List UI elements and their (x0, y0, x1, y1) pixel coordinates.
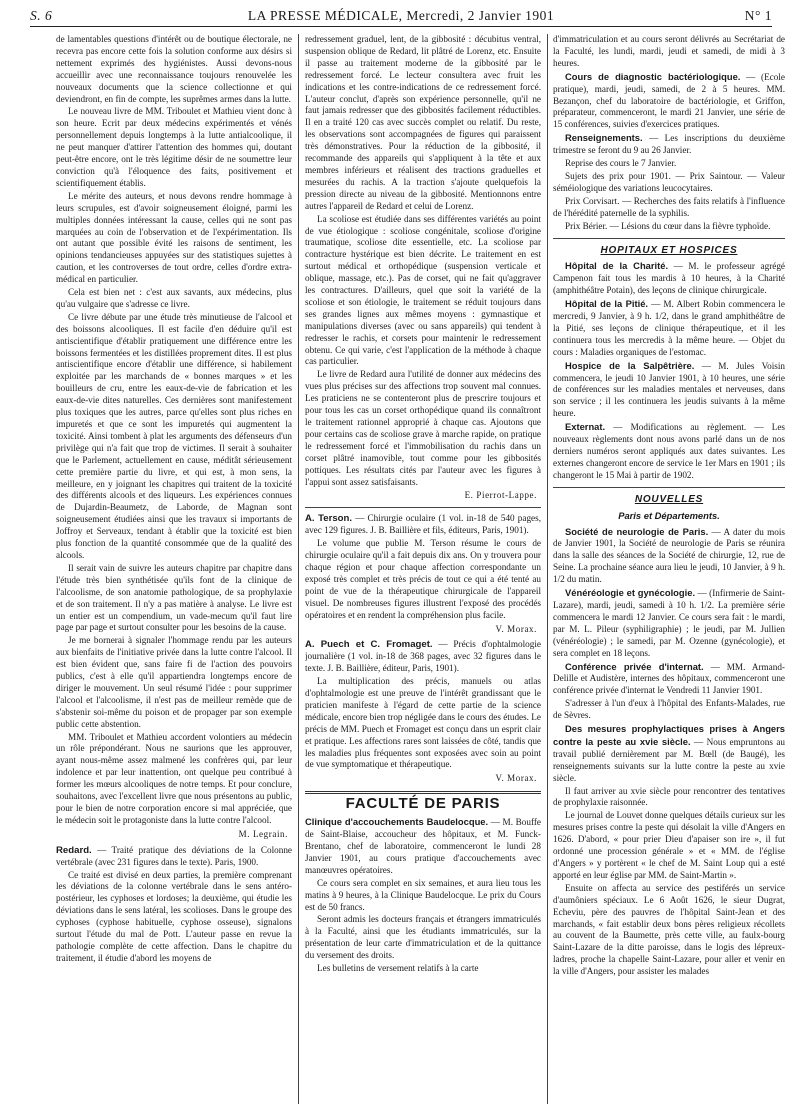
page-number: S. 6 (30, 8, 53, 23)
paragraph: Il serait vain de suivre les auteurs chapitre par chapitre dans l'étude très bien synthétisée qu'ils font de la clinique de l'alcoolisme, de son anatomie pathologique, de sa prophylaxie et de son traitement. Il n'y a pas matière à analyse. Le livre est un entier est un compendium, un vade-mecum qu'il faut lire page par page et surtout consulter pour les besoins de la cause. (56, 562, 292, 633)
section-subtitle: Paris et Départements. (618, 509, 720, 521)
paragraph: Seront admis les docteurs français et étrangers immatriculés à la Faculté, ainsi que les étudiants immatriculés, sur la présentation de leur carte d'immatriculation et de la quittance du versement des droits. (305, 914, 541, 961)
announcement (553, 526, 785, 587)
announcement-text: — M. Bouffe de Saint-Blaise, accoucheur des hôpitaux, et M. Funck-Brentano, chef de laboratoire, commenceront le lundi 28 Janvier 1901, au cours pratique d'accouchements avec manœuvres opératoires. (305, 817, 541, 875)
column-1 (56, 34, 292, 1112)
section-title: NOUVELLES (634, 493, 704, 505)
paragraph: Prix Corvisart. — Recherches des faits relatifs à l'influence de l'hérédité paternelle de la syphilis. (553, 195, 785, 218)
announcement-text: — M. Albert Robin commencera le mercredi, 9 Janvier, à 9 h. 1/2, dans le grand amphithéâtre de la Pitié, ses leçons de clinique thérapeutique, et il les continuera tous les mercredis à la même heure. — Objet du cours : Maladies organiques de l'estomac. (553, 299, 785, 357)
paragraph: redressement graduel, lent, de la gibbosité : décubitus ventral, suspension oblique de Redard, lit plâtré de Lorenz, etc. Ensuite il passe au traitement moderne de la gibbosité par le redressement forcé. Le lecteur consultera avec fruit les indications et les contre-indications de ce redressement forcé. L'auteur conclut, d'après son expérience personnelle, qu'il ne faut jamais redresser que des gibbosités facilement réductibles. Il en a traité 120 cas avec succès complet ou relatif. Du reste, les observations sont accompagnées de figures qui paraissent très démonstratives. Pour la réduction de la gibbosité, il recommande des appareils qui s'appliquent à la tête et aux membres inférieurs et réalisent des tractions graduelles et mesurées du rachis. A la traction s'ajoute quelquefois la pression directe au niveau de la gibbosité. Mentionnons entre autres l'appareil de Redard et celui de Lorenz. (305, 34, 541, 211)
review-author: A. Puech et C. Fromaget. (305, 639, 433, 651)
paragraph: Le mérite des auteurs, et nous devons rendre hommage à leurs scrupules, est d'avoir soigneusement éloigné, parmi les multiples données intéressant la cause, celles qui ne sont pas marquées au coin de l'observation et de l'expérimentation. Ils ont autant que possible évité les raisons de sentiment, les opinions tendancieuses appuyées sur des statistiques sujettes à caution, et les controverses de tout ordre, celles d'ordre extra-médical en particulier. (56, 190, 292, 285)
announcement-heading: Vénéréologie et gynécologie. (565, 587, 696, 599)
divider (553, 238, 785, 239)
announcement-heading: Clinique d'accouchements Baudelocque. (305, 816, 489, 828)
paragraph: Ce traité est divisé en deux parties, la première comprenant les déviations de la colonne vertébrale dans le sens antéro-postérieur, les cyphoses et lordoses; la deuxième, qui étudie les déviations dans le sens latéral, les scolioses. Dans le groupe des cyphoses (cyphose habituelle, cyphose osseuse), signalons surtout l'étude du mal de Pott. L'auteur passe en revue la pathologie complète de cette affection. Dans le chapitre du traitement, il étudie d'abord les moyens de (56, 869, 292, 963)
paragraph: Le volume que publie M. Terson résume le cours de chirurgie oculaire qu'il a fait depuis dix ans. On y trouvera pour chaque région et pour chaque affection correspondante un exposé très complet et très précis de tout ce qui a été tenté au point de vue de la thérapeutique chirurgicale de l'appareil visuel. De nombreuses figures illustrent l'exposé des procédés opératoires et en rendent la compréhension plus facile. (305, 538, 541, 620)
signature: M. Legrain. (238, 828, 288, 839)
announcement (553, 132, 785, 157)
section-title: HOPITAUX ET HOSPICES (600, 244, 738, 256)
paragraph: Prix Bérier. — Lésions du cœur dans la fièvre typhoïde. (565, 220, 771, 231)
announcement-text: — Modifications au règlement. — Les nouveaux règlements dont nous avons parlé dans un de nos derniers numéros seront appliqués aux dates suivantes. Les externes changeront encore de service le 1er Mars en 1901 ; ils changeront le 15 Mai à partir de 1902. (553, 422, 785, 480)
paragraph: Ce cours sera complet en six semaines, et aura lieu tous les matins à 9 heures, à la Clinique Baudelocque. Le prix du Cours est de 50 francs. (305, 877, 541, 912)
announcement-heading: Hôpital de la Pitié. (565, 298, 649, 310)
announcement (553, 661, 785, 698)
announcement-text: — (Infirmerie de Saint-Lazare), mardi, jeudi, samedi à 10 h. 1/2. La première série commencera le mardi 12 Janvier. Ce cours sera fait : le mardi, par M. L. Pileur (syphiligraphie) ; le jeudi, par M. Jullien (vénéréologie) ; le samedi, par M. Ozenne (gynécologie), et sera complet en 18 leçons. (553, 588, 785, 658)
announcement-heading: Externat. (565, 421, 606, 433)
announcement-text: — A dater du mois de Janvier 1901, la Société de neurologie de Paris se réunira dans la salle des séances de la Société de chirurgie, 12, rue de Seine. La prochaine séance aura lieu le jeudi, 10 Janvier, à 9 h. 1/2 du matin. (553, 526, 785, 585)
announcement (553, 298, 785, 359)
paragraph: MM. Triboulet et Mathieu accordent volontiers au médecin un rôle prépondérant. Nous ne saurions que les approuver, ayant nous-même assez malmené les confrères qui, par leur indolence et par leur inattention, ont quelque peu contribué à former les mœurs alcooliques de notre temps. Et pour conclure, souhaitons, avec l'excellent livre que nous présentons au public, pour le bien de notre corporation encore si mal appréciée, que le médecin soit le protagoniste dans la lutte contre l'alcool. (56, 731, 292, 825)
header-rule (30, 26, 772, 27)
journal-title: LA PRESSE MÉDICALE, Mercredi, 2 Janvier 1901 (247, 8, 555, 23)
announcement-text: — Nous empruntons au travail publié dernièrement par M. Bœll (de Baugé), les renseignements suivants sur la lutte contre la peste au xvie siècle. (553, 736, 785, 783)
paragraph: La multiplication des précis, manuels ou atlas d'ophtalmologie est une preuve de l'intérêt grandissant que le praticien manifeste à l'égard de cette partie de la science médicale, encore bien trop négligée dans le cours des études. Le précis de MM. Puech et Fromaget est conçu dans un esprit clair et pratique. Les affections rares sont laissées de côté, tandis que les maladies plus fréquentes sont exposées avec soin au point de vue symptomatique et thérapeutique. (305, 676, 541, 770)
announcement (553, 723, 785, 785)
paragraph: La scoliose est étudiée dans ses différentes variétés au point de vue étiologique : scoliose congénitale, scoliose d'origine traumatique, scoliose dite essentielle, etc. La scoliose par contracture hystérique est bien décrite. Le traitement en est surtout médical et orthopédique (suspension verticale et oblique, massage, etc.). Pas de corset, qui ne fait qu'aggraver les contractures. D'ailleurs, quel que soit la variété de la scoliose et son étiologie, le traitement se réduit toujours dans ses grandes lignes aux mêmes moyens : gymnastique et manipulations diverses (avec ou sans appareils) qui tendent à redresser le rachis, et corsets pour maintenir le redressement obtenu. Ce qui varie, c'est l'application de la méthode à chaque cas particulier. (305, 213, 541, 367)
review-heading (305, 513, 541, 537)
announcement-heading: Société de neurologie de Paris. (565, 525, 709, 537)
paragraph: Le nouveau livre de MM. Triboulet et Mathieu vient donc à son heure. Ecrit par deux médecins expérimentés et vénés personnellement depuis longtemps à la lutte antialcoolique, il ne peut manquer d'attirer l'attention des hommes qui, doutant peut-être encore, ont le très légitime désir de ne soumettre leur conviction qu'à l'éloquence des faits, positivement et scientifiquement établis. (56, 106, 292, 188)
paragraph: S'adresser à l'un d'eux à l'hôpital des Enfants-Malades, rue de Sèvres. (553, 698, 785, 721)
section-rule (305, 791, 541, 794)
paragraph: Cela est bien net : c'est aux savants, aux médecins, plus qu'au vulgaire que s'adresse ce livre. (56, 287, 292, 309)
column-3 (553, 34, 785, 1112)
announcement-heading: Renseignements. (565, 132, 643, 144)
review-author: Redard. (56, 844, 92, 856)
announcement-text: — Les inscriptions du deuxième trimestre se feront du 9 au 26 Janvier. (553, 133, 785, 156)
paragraph: Il faut arriver au xvie siècle pour rencontrer des tentatives de prophylaxie raisonnée. (553, 785, 785, 808)
announcement-heading: Conférence privée d'internat. (565, 660, 704, 672)
paragraph: Le journal de Louvet donne quelques détails curieux sur les mesures prises contre la peste qui désolait la ville d'Angers en 1626. D'abord, « pour prier Dieu d'apaiser son ire », il fut ordonné une procession générale » et « MM. de l'église d'Angers » y portèrent « le chef de M. Saint Loup qui a esté apporté en leur église par MM. de Saint-Martin ». (553, 810, 785, 880)
announcement-text: — M. le professeur agrégé Campenon fait tous les mardis à 10 heures, à la Charité (amphithéâtre Potain), des leçons de clinique chirurgicale. (553, 261, 785, 296)
paragraph: de lamentables questions d'intérêt ou de boutique électorale, ne recevra pas encore cette fois la solution conforme aux désirs si nettement exprimés des hygiénistes. Aussi devons-nous accueillir avec une reconnaissance toujours renouvelée les nouveaux documents que la science collectionne et qui deviendront, en fin de compte, les suprêmes armes dans la lutte. (56, 34, 292, 104)
review-citation: — Chirurgie oculaire (1 vol. in-18 de 540 pages, avec 129 figures. J. B. Baillière et fils, éditeurs, Paris, 1901). (305, 513, 541, 536)
announcement (553, 421, 785, 482)
announcement-heading: Cours de diagnostic bactériologique. (565, 70, 741, 82)
paragraph: d'immatriculation et au cours seront délivrés au Secrétariat de la Faculté, les lundi, mardi, jeudi et samedi, de midi à 3 heures. (553, 34, 785, 68)
signature: V. Morax. (495, 623, 537, 634)
paragraph: Le livre de Redard aura l'utilité de donner aux médecins des vues plus précises sur des affections trop souvent mal connues. Les praticiens ne se contenteront plus de prescrire toujours et pour tous les cas un corset orthopédique quand ils connaîtront le traitement rationnel approprié à chaque cas. Ajoutons que pour certains cas de scoliose grave à marche rapide, on pratique le redressement forcé et l'immobilisation du rachis dans un corset plâtré inamovible, tout comme pour les gibbosités pottiques. Les résultats cités par l'auteur avec les figures à l'appui sont assez satisfaisants. (305, 369, 541, 487)
review-citation: — Traité pratique des déviations de la Colonne vertébrale (avec 231 figures dans le texte). Paris, 1900. (56, 844, 292, 867)
column-2 (305, 34, 541, 1112)
announcement-heading: Hôpital de la Charité. (565, 260, 669, 272)
review-author: A. Terson. (305, 513, 353, 525)
paragraph: Sujets des prix pour 1901. — Prix Saintour. — Valeur séméiologique des variations leucocytaires. (553, 170, 785, 193)
paragraph: Ensuite on affecta au service des pestiférés un service d'aumôniers spéciaux. Le 6 Août 1626, le sieur Dugrat, Echeviu, père des pauvres de l'hôpital Saint-Jean et des marchands, « fait establir deux bons pères religieux récollets au couvent de la Baumette, près cette ville, au faulx-bourg Saint-Lazare de la ditte paroisse, dans le logis des lépreux-ladres, proche la chapelle Saint-Lazare, pour aller et venir en la ville d'Angers, pour assister les malades (553, 882, 785, 977)
divider (553, 487, 785, 488)
announcement (553, 71, 785, 132)
paragraph: Je me bornerai à signaler l'hommage rendu par les auteurs aux bienfaits de l'initiative privée dans la lutte contre l'alcool. Il est bien évident que, sans faire fi de l'action des pouvoirs publics, c'est à elle qu'il appartiendra longtemps encore de diriger le mouvement. Un seul résumé l'idée : pour supprimer l'alcool et l'alcoolisme, il n'est pas de meilleur remède que de s'abstenir soi-même du poison et de propager par son exemple public cette abstention. (56, 635, 292, 729)
section-title: FACULTÉ DE PARIS (345, 795, 501, 813)
announcement (553, 360, 785, 421)
issue-number: N° 1 (744, 8, 772, 23)
review-heading (305, 639, 541, 675)
review-heading (56, 845, 292, 869)
column-rule (298, 34, 299, 1104)
divider (305, 507, 541, 508)
column-rule (547, 34, 548, 1104)
paragraph: Reprise des cours le 7 Janvier. (565, 158, 677, 169)
announcement (553, 587, 785, 659)
announcement-text: — MM. Armand-Delille et Audistère, internes des hôpitaux, commenceront une conférence privée d'internat le Vendredi 11 Janvier 1901. (553, 661, 785, 696)
signature: V. Morax. (495, 773, 537, 784)
signature: E. Pierrot-Lappe. (464, 490, 537, 501)
announcement-heading: Hospice de la Salpêtrière. (565, 359, 695, 371)
announcement-text: — M. Jules Voisin commencera, le jeudi 10 Janvier 1901, à 10 heures, une série de conférences sur les maladies mentales et nerveuses, dans son service ; il les continuera les jeudis suivants à la même heure. (553, 360, 785, 419)
review-citation: — Précis d'ophtalmologie journalière (1 vol. in-18 de 368 pages, avec 32 figures dans le texte. J. B. Baillière, éditeur, Paris, 1901). (305, 639, 541, 674)
paragraph: Ce livre débute par une étude très minutieuse de l'alcool et des boissons alcooliques. Il est facile d'en déduire qu'il est antiscientifique d'établir pratiquement une différence entre les boissons fermentées et les distillées proprement dites. Il est plus antiscientifique encore d'établir une différence, si habilement exploitée par les marchands de « bonnes marques » et les bouilleurs de cru, entre les eaux-de-vie de fabrication et les eaux-de-vie dites naturelles. Ces dernières sont manifestement plus toxiques que les autres, parce qu'elles sont plus riches en impuretés et que ce sont les impuretés qui augmentent la toxicité. Ainsi tombent à plat les arguments des défenseurs d'un privilège qui n'a fait que trop de victimes. Il serait à souhaiter que le Parlement, actuellement en cause, méditât sérieusement cette première partie du livre, et qui est, à mon sens, la meilleure, en y joignant les chapitres qui traitent de la toxicité des différents alcools et des liqueurs. Les expériences connues de Dujardin-Beaumetz, de Laborde, de Magnan sont soigneusement étudiées ainsi que les travaux si importants de Joffroy et Serveaux, tendant à établir que la toxicité est bien plus fonction de la quantité consommée que de la qualité des alcools. (56, 311, 292, 560)
announcement-heading: Des mesures prophylactiques prises à Angers contre la peste au xvie siècle. (553, 723, 785, 747)
announcement (553, 260, 785, 297)
announcement (305, 816, 541, 877)
announcement-text: — (Ecole pratique), mardi, jeudi, samedi, de 2 à 5 heures. MM. Bezançon, chef du laboratoire de bactériologie, et Griffon, préparateur, commenceront, le mardi 21 Janvier, une série de 15 conférences, suivies d'exercices pratiques. (553, 71, 785, 130)
page-header (30, 4, 772, 26)
paragraph: Les bulletins de versement relatifs à la carte (317, 963, 479, 974)
